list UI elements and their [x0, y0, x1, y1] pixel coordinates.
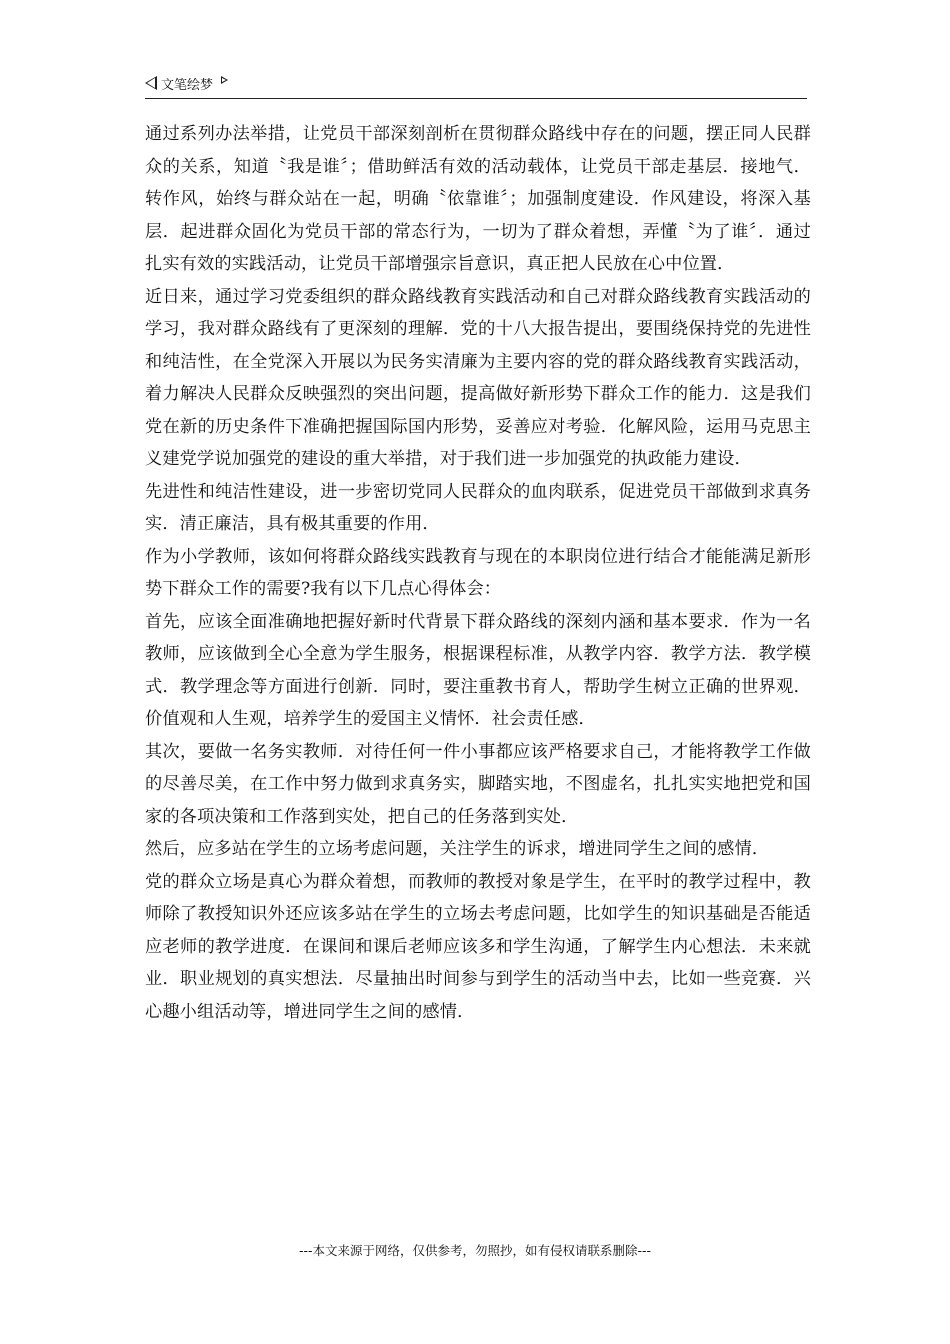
document-body [145, 118, 811, 1028]
page-header [145, 72, 807, 99]
paragraph: 作为小学教师，该如何将群众路线实践教育与现在的本职岗位进行结合才能能满足新形势下群众工作的需要?我有以下几点心得体会： [145, 546, 811, 599]
paragraph: 党的群众立场是真心为群众着想，而教师的教授对象是学生，在平时的教学过程中，教师除了教授知识外还应该多站在学生的立场去考虑问题，比如学生的知识基础是否能适应老师的教学进度．在课间和课后老师应该多和学生沟通，了解学生内心想法．未来就业．职业规划的真实想法．尽量抽出时间参与到学生的活动当中去，比如一些竞赛．兴心趣小组活动等，增进同学生之间的感情． [145, 871, 811, 1022]
left-triangle-icon [145, 76, 157, 90]
header-brand [145, 72, 228, 94]
header-title: 文笔绘梦 [161, 77, 214, 93]
footer-disclaimer: ---本文来源于网络，仅供参考，勿照抄，如有侵权请联系删除--- [298, 1243, 652, 1258]
paragraph: 首先，应该全面准确地把握好新时代背景下群众路线的深刻内涵和基本要求．作为一名教师，应该做到全心全意为学生服务，根据课程标准，从教学内容．教学方法．教学模式．教学理念等方面进行创新．同时，要注重教书育人，帮助学生树立正确的世界观．价值观和人生观，培养学生的爱国主义情怀．社会责任感． [145, 611, 811, 729]
paragraph: 其次，要做一名务实教师．对待任何一件小事都应该严格要求自己，才能将教学工作做的尽善尽美，在工作中努力做到求真务实，脚踏实地，不图虚名，扎扎实实地把党和国家的各项决策和工作落到实处，把自己的任务落到实处． [145, 741, 811, 827]
paragraph: 先进性和纯洁性建设，进一步密切党同人民群众的血肉联系，促进党员干部做到求真务实．清正廉洁，具有极其重要的作用． [145, 481, 811, 534]
paragraph: 通过系列办法举措，让党员干部深刻剖析在贯彻群众路线中存在的问题，摆正同人民群众的关系，知道〝我是谁〞；借助鲜活有效的活动载体，让党员干部走基层．接地气．转作风，始终与群众站在一起，明确〝依靠谁〞；加强制度建设．作风建设，将深入基层．起进群众固化为党员干部的常态行为，一切为了群众着想，弄懂〝为了谁〞．通过扎实有效的实践活动，让党员干部增强宗旨意识，真正把人民放在心中位置． [145, 124, 811, 274]
right-triangle-icon [221, 76, 228, 84]
paragraph: 然后，应多站在学生的立场考虑问题，关注学生的诉求，增进同学生之间的感情． [145, 839, 770, 859]
paragraph: 近日来，通过学习党委组织的群众路线教育实践活动和自己对群众路线教育实践活动的学习，我对群众路线有了更深刻的理解．党的十八大报告提出，要围绕保持党的先进性和纯洁性，在全党深入开展以为民务实清廉为主要内容的党的群众路线教育实践活动，着力解决人民群众反映强烈的突出问题，提高做好新形势下群众工作的能力．这是我们党在新的历史条件下准确把握国际国内形势，妥善应对考验．化解风险，运用马克思主义建党学说加强党的建设的重大举措，对于我们进一步加强党的执政能力建设． [145, 286, 811, 469]
